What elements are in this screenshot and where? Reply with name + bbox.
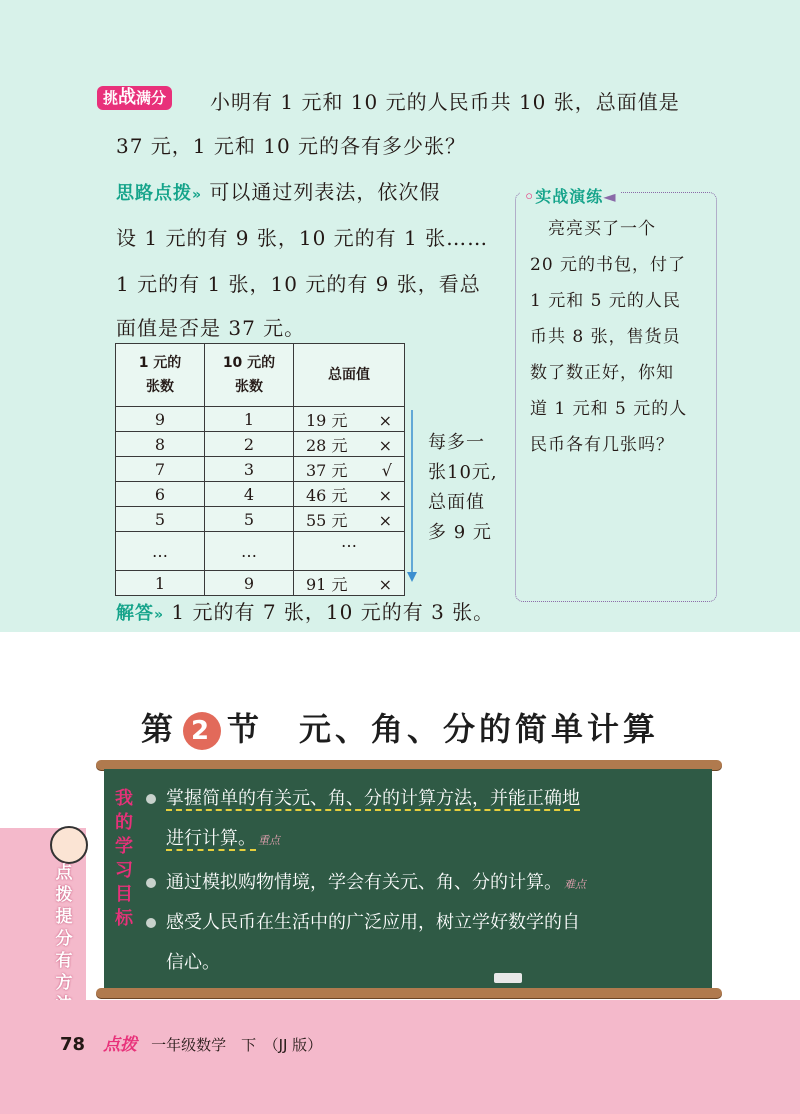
down-arrow-icon xyxy=(407,410,417,582)
brand-logo: 点拨 xyxy=(103,1035,138,1055)
table-cell: 5 xyxy=(205,507,294,532)
board-frame-bottom xyxy=(96,988,722,998)
table-cell: 9 xyxy=(205,571,294,596)
section-number: 2 xyxy=(183,712,221,750)
table-row xyxy=(116,407,405,432)
practice-line: 民币各有几张吗？ xyxy=(530,435,674,455)
practice-line: 亮亮买了一个 xyxy=(530,219,656,239)
table-cell: … xyxy=(116,532,205,571)
table-row xyxy=(116,457,405,482)
book-title: 一年级数学 下 （JJ 版） xyxy=(151,1036,323,1054)
table-cell: 46 元 × xyxy=(294,482,405,507)
side-note-line: 总面值 xyxy=(428,492,485,513)
chalkboard xyxy=(104,769,712,988)
side-note xyxy=(428,428,498,548)
table-header: 10 元的 张数 xyxy=(205,344,294,407)
section-title: 第 2 节 元、角、分的简单计算 xyxy=(140,710,660,748)
table-cell: 6 xyxy=(116,482,205,507)
bullet-icon xyxy=(146,794,156,804)
practice-line: 20 元的书包，付了 xyxy=(530,255,687,275)
goals-label: 我 的 学 习 目 标 xyxy=(115,788,133,929)
table-cell: 8 xyxy=(116,432,205,457)
page-number: 78 xyxy=(60,1034,86,1055)
challenge-line-1: 小明有 1 元和 10 元的人民币共 10 张，总面值是 xyxy=(210,90,680,114)
table-row xyxy=(116,507,405,532)
goal-item: 通过模拟购物情境，学会有关元、角、分的计算。 难点 xyxy=(146,863,586,905)
table-cell: 3 xyxy=(205,457,294,482)
table-cell: … xyxy=(294,532,405,571)
challenge-line-2: 37 元，1 元和 10 元的各有多少张？ xyxy=(116,134,467,158)
hint-label: 思路点拨» xyxy=(116,183,203,204)
table-cell: 37 元 √ xyxy=(294,457,405,482)
table-cell: 7 xyxy=(116,457,205,482)
goal-item: 掌握简单的有关元、角、分的计算方法，并能正确地 进行计算。 重点 xyxy=(146,779,580,861)
side-note-line: 多 9 元 xyxy=(428,522,492,543)
practice-box xyxy=(515,187,717,602)
table-cell: … xyxy=(205,532,294,571)
practice-body xyxy=(530,211,712,463)
table-cell: 55 元 × xyxy=(294,507,405,532)
table-cell: 91 元 × xyxy=(294,571,405,596)
hint-line-4: 面值是否是 37 元。 xyxy=(116,316,306,340)
table-cell: 5 xyxy=(116,507,205,532)
table-cell: 1 xyxy=(205,407,294,432)
practice-line: 数了数正好，你知 xyxy=(530,363,674,383)
hint-line-2: 设 1 元的有 9 张，10 元的有 1 张…… xyxy=(116,226,489,250)
answer-label: 解答» xyxy=(116,603,165,624)
table-cell: 19 元 × xyxy=(294,407,405,432)
table-row xyxy=(116,482,405,507)
practice-line: 1 元和 5 元的人民 xyxy=(530,291,681,311)
table-header: 总面值 xyxy=(294,344,405,407)
table-header: 1 元的 张数 xyxy=(116,344,205,407)
table-cell: 9 xyxy=(116,407,205,432)
practice-line: 币共 8 张，售货员 xyxy=(530,327,681,347)
side-tab-text: 点 拨 提 分 有 方 xyxy=(55,863,73,993)
hint-line-1 xyxy=(116,176,440,205)
table-row xyxy=(116,532,405,571)
table-cell: 1 xyxy=(116,571,205,596)
goal-item: 感受人民币在生活中的广泛应用，树立学好数学的自 信心。 xyxy=(146,903,580,983)
table-row xyxy=(116,571,405,596)
table-cell: 2 xyxy=(205,432,294,457)
chalk-icon xyxy=(494,973,522,983)
practice-line: 道 1 元和 5 元的人 xyxy=(530,399,688,419)
side-note-line: 张10元, xyxy=(428,462,498,483)
mascot-icon xyxy=(50,826,88,864)
answer-line xyxy=(116,596,494,625)
page-footer xyxy=(60,1030,322,1055)
footer-band xyxy=(0,1000,800,1114)
side-note-line: 每多一 xyxy=(428,432,485,453)
hint-line-3: 1 元的有 1 张，10 元的有 9 张，看总 xyxy=(116,272,481,296)
table-cell: 4 xyxy=(205,482,294,507)
bullet-icon xyxy=(146,878,156,888)
key-point-mark: 重点 xyxy=(258,834,280,847)
practice-tag: ◦实战演练◄ xyxy=(520,179,621,215)
trial-table xyxy=(115,343,405,596)
table-row xyxy=(116,432,405,457)
difficulty-mark: 难点 xyxy=(564,878,586,891)
answer-text: 1 元的有 7 张，10 元的有 3 张。 xyxy=(171,600,495,624)
table-cell: 28 元 × xyxy=(294,432,405,457)
bullet-icon xyxy=(146,918,156,928)
challenge-badge: 挑战满分 xyxy=(97,86,172,110)
hint-text-1: 可以通过列表法，依次假 xyxy=(209,180,441,204)
